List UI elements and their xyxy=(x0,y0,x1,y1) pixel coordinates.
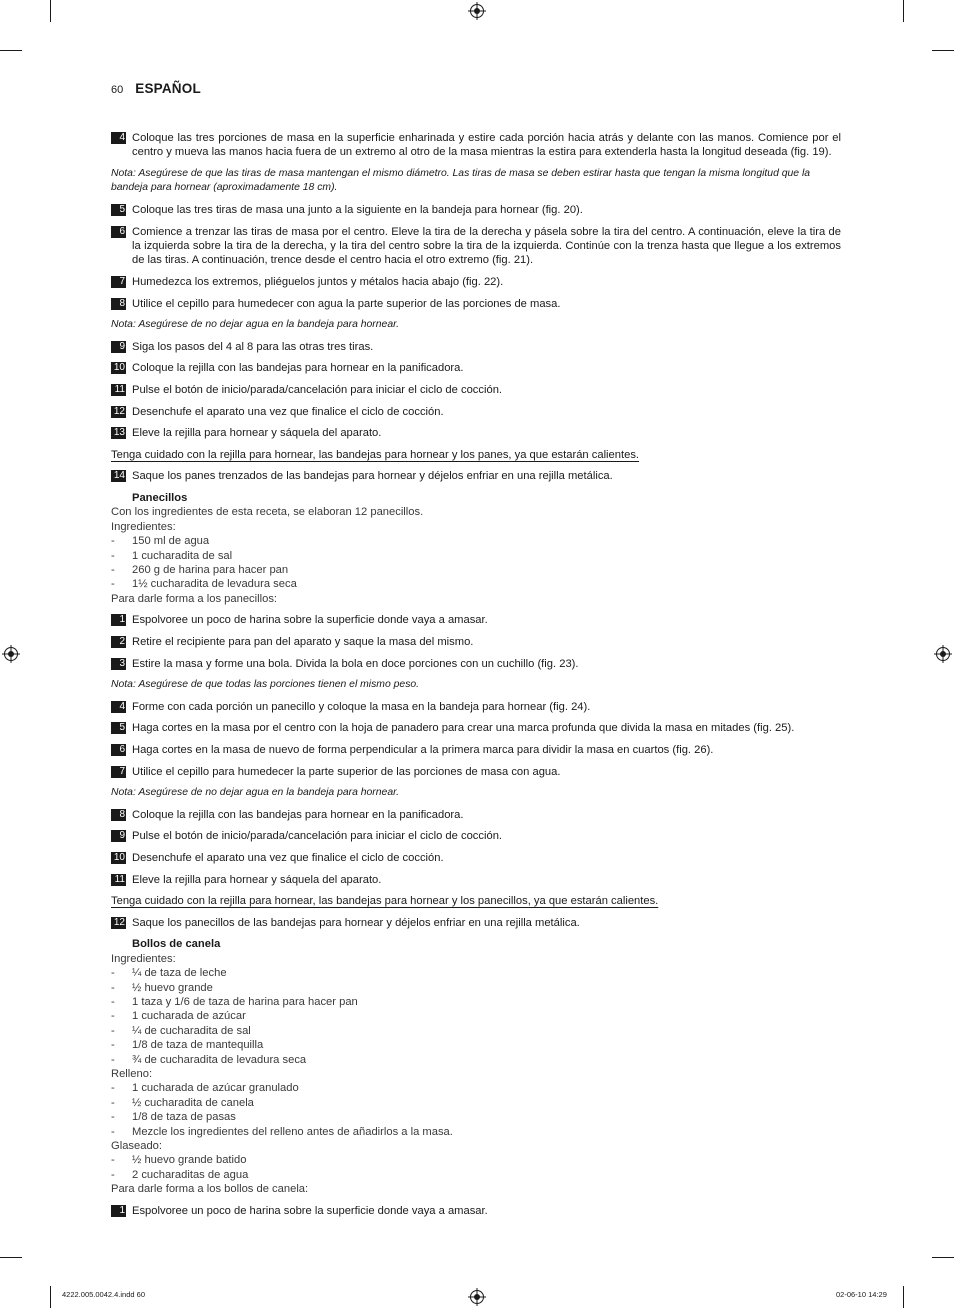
list-item-text: ¼ de taza de leche xyxy=(132,967,227,980)
step-text: Coloque la rejilla con las bandejas para hornear en la panificadora. xyxy=(132,808,464,821)
list-dash: - xyxy=(111,578,115,591)
step-item xyxy=(111,203,841,217)
step-number-badge: 14 xyxy=(111,470,126,482)
step-item xyxy=(111,426,841,440)
list-item-text: ½ huevo grande xyxy=(132,981,213,994)
list-item-text: 150 ml de agua xyxy=(132,535,210,548)
list-item xyxy=(111,549,841,563)
step-number-badge: 4 xyxy=(111,701,126,713)
step-item xyxy=(111,829,841,843)
list-item xyxy=(111,995,841,1009)
list-dash: - xyxy=(111,1125,115,1138)
step-item xyxy=(111,613,841,627)
step-text: Pulse el botón de inicio/parada/cancelación para iniciar el ciclo de cocción. xyxy=(132,383,503,396)
step-number-badge: 7 xyxy=(111,766,126,778)
filling-label: Relleno: xyxy=(111,1067,153,1080)
list-dash: - xyxy=(111,995,115,1008)
step-item xyxy=(111,657,841,671)
warning-text xyxy=(111,894,841,908)
note-text: Nota: Asegúrese de que todas las porciones tienen el mismo peso. xyxy=(111,679,420,691)
step-text: Desenchufe el aparato una vez que finalice el ciclo de cocción. xyxy=(132,851,444,864)
list-dash: - xyxy=(111,1053,115,1066)
list-item xyxy=(111,1081,841,1095)
list-item xyxy=(111,1096,841,1110)
ingredients-list xyxy=(111,966,841,1067)
note-text: Nota: Asegúrese de que las tiras de masa mantengan el mismo diámetro. Las tiras de masa se deben estirar hasta que tengan la misma longitud que la bandeja para hornear (aproximadamente 18 cm). xyxy=(111,168,811,194)
glaze-label: Glaseado: xyxy=(111,1139,162,1152)
step-number-badge: 6 xyxy=(111,226,126,238)
list-item-text: 1 cucharada de azúcar xyxy=(132,1010,246,1023)
panecillos-section xyxy=(111,491,841,930)
list-item xyxy=(111,534,841,548)
step-item xyxy=(111,700,841,714)
list-dash: - xyxy=(111,1096,115,1109)
list-item-text: 1½ cucharadita de levadura seca xyxy=(132,578,297,591)
step-number-badge: 9 xyxy=(111,341,126,353)
step-number-badge: 8 xyxy=(111,809,126,821)
step-number-badge: 12 xyxy=(111,917,126,929)
section-intro: Con los ingredientes de esta receta, se elaboran 12 panecillos. xyxy=(111,506,424,519)
step-item xyxy=(111,765,841,779)
list-dash: - xyxy=(111,1168,115,1181)
registration-mark-icon xyxy=(934,645,952,663)
step-text: Eleve la rejilla para hornear y sáquela del aparato. xyxy=(132,873,382,886)
glaze-list xyxy=(111,1153,841,1182)
braid-steps-section xyxy=(111,131,841,484)
list-item xyxy=(111,966,841,980)
list-item xyxy=(111,1168,841,1182)
note-text: Nota: Asegúrese de no dejar agua en la bandeja para hornear. xyxy=(111,787,400,799)
step-number-badge: 6 xyxy=(111,744,126,756)
list-item xyxy=(111,1110,841,1124)
list-dash: - xyxy=(111,1154,115,1167)
main-content xyxy=(111,131,841,1225)
step-number-badge: 7 xyxy=(111,276,126,288)
language-title: ESPAÑOL xyxy=(135,81,201,96)
step-text: Pulse el botón de inicio/parada/cancelación para iniciar el ciclo de cocción. xyxy=(132,830,503,843)
step-item xyxy=(111,916,841,930)
list-item xyxy=(111,1053,841,1067)
step-text: Forme con cada porción un panecillo y coloque la masa en la bandeja para hornear (fig. 24). xyxy=(132,700,591,713)
step-item xyxy=(111,469,841,483)
list-item-text: 260 g de harina para hacer pan xyxy=(132,563,289,576)
step-item xyxy=(111,131,841,160)
step-item xyxy=(111,275,841,289)
list-item-text: ½ huevo grande batido xyxy=(132,1154,247,1167)
footer-date: 02-06-10 14:29 xyxy=(836,1290,887,1299)
list-item-text: Mezcle los ingredientes del relleno antes de añadirlos a la masa. xyxy=(132,1125,453,1138)
step-text: Desenchufe el aparato una vez que finalice el ciclo de cocción. xyxy=(132,405,444,418)
ingredients-list xyxy=(111,534,841,592)
step-number-badge: 3 xyxy=(111,658,126,670)
crop-mark xyxy=(50,1286,51,1308)
section-title: Bollos de canela xyxy=(132,938,221,951)
step-number-badge: 13 xyxy=(111,427,126,439)
panecillos-steps xyxy=(111,613,841,930)
step-item xyxy=(111,635,841,649)
crop-mark xyxy=(0,50,22,51)
step-number-badge: 10 xyxy=(111,362,126,374)
step-text: Coloque las tres tiras de masa una junto a la siguiente en la bandeja para hornear (fig. 20). xyxy=(132,204,583,216)
list-item-text: 1 taza y 1/6 de taza de harina para hacer pan xyxy=(132,995,358,1008)
step-number-badge: 12 xyxy=(111,406,126,418)
step-item xyxy=(111,851,841,865)
crop-mark xyxy=(50,0,51,22)
list-item-text: ¼ de cucharadita de sal xyxy=(132,1024,251,1037)
step-text: Saque los panes trenzados de las bandejas para hornear y déjelos enfriar en una rejilla metálica. xyxy=(132,470,613,483)
footer-file-info: 4222.005.0042.4.indd 60 xyxy=(62,1290,145,1299)
step-number-badge: 1 xyxy=(111,1205,126,1217)
step-text: Coloque la rejilla con las bandejas para hornear en la panificadora. xyxy=(132,362,464,375)
bollos-section xyxy=(111,937,841,1218)
step-item xyxy=(111,383,841,397)
registration-mark-icon xyxy=(468,2,486,20)
crop-mark xyxy=(932,50,954,51)
step-item xyxy=(111,808,841,822)
crop-mark xyxy=(0,1257,22,1258)
list-item-text: 2 cucharaditas de agua xyxy=(132,1168,249,1181)
step-item xyxy=(111,1204,841,1218)
step-text: Eleve la rejilla para hornear y sáquela del aparato. xyxy=(132,427,382,440)
registration-mark-icon xyxy=(468,1288,486,1306)
step-item xyxy=(111,361,841,375)
list-item xyxy=(111,1009,841,1023)
crop-mark xyxy=(932,1257,954,1258)
step-number-badge: 1 xyxy=(111,614,126,626)
list-dash: - xyxy=(111,1082,115,1095)
page-header xyxy=(111,81,201,96)
list-dash: - xyxy=(111,535,115,548)
crop-mark xyxy=(903,1286,904,1308)
step-text: Estire la masa y forme una bola. Divida la bola en doce porciones con un cuchillo (fig. 23). xyxy=(132,657,579,670)
list-dash: - xyxy=(111,549,115,562)
list-item xyxy=(111,1125,841,1139)
step-text: Espolvoree un poco de harina sobre la superficie donde vaya a amasar. xyxy=(132,614,488,627)
section-title: Panecillos xyxy=(132,491,188,504)
note-text: Nota: Asegúrese de no dejar agua en la bandeja para hornear. xyxy=(111,319,400,331)
bollos-steps xyxy=(111,1204,841,1218)
list-item xyxy=(111,1153,841,1167)
warning-underlined: Tenga cuidado con la rejilla para hornear, las bandejas para hornear y los panecillos, ya que estarán calientes. xyxy=(111,895,659,908)
list-dash: - xyxy=(111,981,115,994)
step-item xyxy=(111,405,841,419)
step-number-badge: 9 xyxy=(111,830,126,842)
shape-label: Para darle forma a los bollos de canela: xyxy=(111,1183,309,1196)
list-item xyxy=(111,981,841,995)
step-text: Haga cortes en la masa por el centro con la hoja de panadero para crear una marca profunda que divida la masa en mitades (fig. 25). xyxy=(132,722,795,735)
list-dash: - xyxy=(111,1010,115,1023)
filling-list xyxy=(111,1081,841,1139)
list-item-text: 1 cucharadita de sal xyxy=(132,549,233,562)
list-dash: - xyxy=(111,563,115,576)
list-dash: - xyxy=(111,1111,115,1124)
step-text: Comience a trenzar las tiras de masa por el centro. Eleve la tira de la derecha y pásela sobre la tira del centro. A continuación, eleve la tira de la izquierda sobre la tira de la derecha, y la tira del centro sobre la tira de la izquierda. Continúe con la trenza hasta que llegue a los extremos de las tiras. A continuación, trence desde el centro hacia el otro extremo (fig. 21). xyxy=(132,225,841,267)
step-item xyxy=(111,873,841,887)
list-item-text: ½ cucharadita de canela xyxy=(132,1096,254,1109)
step-number-badge: 2 xyxy=(111,636,126,648)
step-number-badge: 5 xyxy=(111,204,126,216)
list-item-text: 1 cucharada de azúcar granulado xyxy=(132,1082,299,1095)
step-text: Coloque las tres porciones de masa en la superficie enharinada y estire cada porción hacia atrás y delante con las manos. Comience por el centro y mueva las manos hacia fuera de un extremo al otro de la masa mientras la estira para extenderla hasta la longitud deseada (fig. 19). xyxy=(132,132,841,159)
step-number-badge: 8 xyxy=(111,298,126,310)
step-text: Utilice el cepillo para humedecer con agua la parte superior de las porciones de masa. xyxy=(132,297,561,310)
step-text: Utilice el cepillo para humedecer la parte superior de las porciones de masa con agua. xyxy=(132,765,561,778)
list-item-text: ¾ de cucharadita de levadura seca xyxy=(132,1053,307,1066)
list-item-text: 1/8 de taza de mantequilla xyxy=(132,1039,264,1052)
shape-label: Para darle forma a los panecillos: xyxy=(111,592,278,605)
step-number-badge: 5 xyxy=(111,722,126,734)
list-item xyxy=(111,1038,841,1052)
step-number-badge: 11 xyxy=(111,874,126,886)
list-item xyxy=(111,1024,841,1038)
step-item xyxy=(111,721,841,735)
step-item xyxy=(111,225,841,268)
list-dash: - xyxy=(111,1024,115,1037)
step-number-badge: 11 xyxy=(111,384,126,396)
step-text: Espolvoree un poco de harina sobre la superficie donde vaya a amasar. xyxy=(132,1204,488,1217)
step-item xyxy=(111,743,841,757)
step-number-badge: 10 xyxy=(111,852,126,864)
page-number: 60 xyxy=(111,84,124,96)
step-text: Retire el recipiente para pan del aparato y saque la masa del mismo. xyxy=(132,635,474,648)
list-item xyxy=(111,563,841,577)
step-text: Humedezca los extremos, pliéguelos juntos y métalos hacia abajo (fig. 22). xyxy=(132,276,504,288)
ingredients-label: Ingredientes: xyxy=(111,520,176,533)
list-dash: - xyxy=(111,967,115,980)
step-text: Haga cortes en la masa de nuevo de forma perpendicular a la primera marca para dividir la masa en cuartos (fig. 26). xyxy=(132,743,714,756)
step-item xyxy=(111,340,841,354)
list-item xyxy=(111,577,841,591)
step-text: Siga los pasos del 4 al 8 para las otras tres tiras. xyxy=(132,340,374,353)
step-text: Saque los panecillos de las bandejas para hornear y déjelos enfriar en una rejilla metálica. xyxy=(132,916,580,929)
registration-mark-icon xyxy=(2,645,20,663)
crop-mark xyxy=(903,0,904,22)
list-item-text: 1/8 de taza de pasas xyxy=(132,1111,236,1124)
step-number-badge: 4 xyxy=(111,132,126,144)
ingredients-label: Ingredientes: xyxy=(111,952,176,965)
list-dash: - xyxy=(111,1039,115,1052)
warning-underlined: Tenga cuidado con la rejilla para hornear, las bandejas para hornear y los panes, ya que estarán calientes. xyxy=(111,448,640,461)
step-item xyxy=(111,297,841,311)
warning-text xyxy=(111,448,841,462)
